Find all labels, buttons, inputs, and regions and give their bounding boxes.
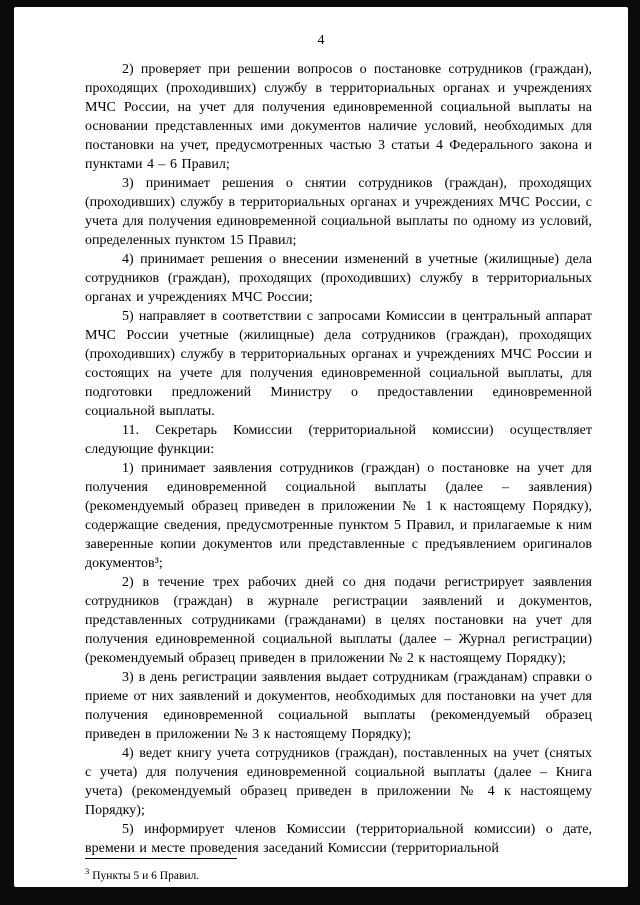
paragraph: 2) проверяет при решении вопросов о постановке сотрудников (граждан), проходящих (проходивших) службу в территориальных органах и учреждениях МЧС России, на учет для получения единовременной социальной выплаты на основании представленных ими документов наличие условий, необходимых для постановки на учет, предусмотренных частью 3 статьи 4 Федерального закона и пунктами 4 – 6 Правил; xyxy=(85,62,592,172)
paragraph: 4) ведет книгу учета сотрудников (граждан), поставленных на учет (снятых с учета) для получения единовременной социальной выплаты (далее – Книга учета) (рекомендуемый образец приведен в приложении № 4 к настоящему Порядку); xyxy=(85,746,592,818)
paragraph: 1) принимает заявления сотрудников (граждан) о постановке на учет для получения единовременной социальной выплаты (далее – заявления) (рекомендуемый образец приведен в приложении № 1 к настоящему Порядку), содержащие сведения, предусмотренные пунктом 5 Правил, и прилагаемые к ним заверенные копии документов или представленные с предъявлением оригиналов документов³; xyxy=(85,461,592,571)
page-number: 4 xyxy=(317,33,325,48)
document-page xyxy=(14,7,628,887)
footnote xyxy=(85,858,628,887)
paragraph: 5) направляет в соответствии с запросами Комиссии в центральный аппарат МЧС России учетные (жилищные) дела сотрудников (граждан), проходящих (проходивших) службу в территориальных органах и учреждениях МЧС России и состоящих на учете для получения единовременной социальной выплаты, для подготовки предложений Министру о предоставлении единовременной социальной выплаты. xyxy=(85,309,592,419)
paragraph: 2) в течение трех рабочих дней со дня подачи регистрирует заявления сотрудников (граждан) в журнале регистрации заявлений и документов, представленных сотрудниками (гражданами) в целях постановки на учет для получения единовременной социальной выплаты (далее – Журнал регистрации) (рекомендуемый образец приведен в приложении № 2 к настоящему Порядку); xyxy=(85,575,592,666)
footnote-marker: 3 xyxy=(85,866,90,876)
footnote-text: Пункты 5 и 6 Правил. xyxy=(92,869,200,882)
paragraph: 5) информирует членов Комиссии (территориальной комиссии) о дате, времени и месте проведения заседаний Комиссии (территориальной xyxy=(85,822,592,856)
footnote-line xyxy=(85,864,628,883)
paragraph: 3) в день регистрации заявления выдает сотрудникам (гражданам) справки о приеме от них заявлений и документов, необходимых для постановки на учет для получения единовременной социальной выплаты (рекомендуемый образец приведен в приложении № 3 к настоящему Порядку); xyxy=(85,670,592,742)
document-body xyxy=(85,60,592,858)
paragraph: 11. Секретарь Комиссии (территориальной комиссии) осуществляет следующие функции: xyxy=(85,423,592,457)
paragraph: 4) принимает решения о внесении изменений в учетные (жилищные) дела сотрудников (граждан), проходящих (проходивших) службу в территориальных органах и учреждениях МЧС России; xyxy=(85,252,592,305)
paragraph: 3) принимает решения о снятии сотрудников (граждан), проходящих (проходивших) службу в территориальных органах и учреждениях МЧС России, с учета для получения единовременной социальной выплаты по одному из условий, определенных пунктом 15 Правил; xyxy=(85,176,592,248)
footnote-separator xyxy=(85,858,237,859)
